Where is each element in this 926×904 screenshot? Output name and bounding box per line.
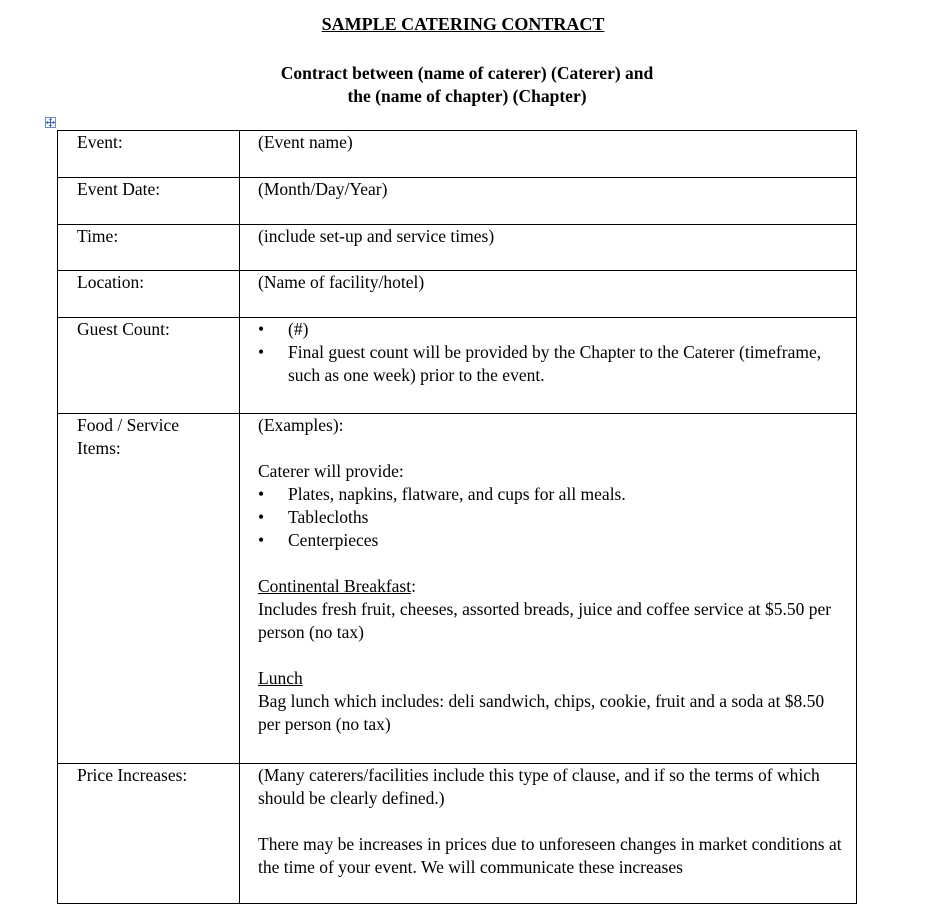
price-increases-value[interactable] xyxy=(240,764,857,904)
food-service-value[interactable] xyxy=(240,414,857,764)
examples-text: (Examples): xyxy=(258,415,344,435)
lunch-heading-text: Lunch xyxy=(258,668,303,688)
list-item: • Plates, napkins, flatware, and cups for all meals. xyxy=(258,483,844,506)
location-label: Location: xyxy=(58,271,240,318)
table-row-event xyxy=(58,131,857,178)
time-label: Time: xyxy=(58,225,240,271)
food-service-label: Food / Service Items: xyxy=(58,414,240,764)
table-row-food-service xyxy=(58,414,857,764)
event-date-label: Event Date: xyxy=(58,178,240,225)
table-row-event-date xyxy=(58,178,857,225)
breakfast-heading-colon: : xyxy=(411,576,416,596)
breakfast-heading xyxy=(258,575,844,598)
table-row-price-increases xyxy=(58,764,857,904)
guest-count-label: Guest Count: xyxy=(58,318,240,414)
subtitle-line-1: Contract between (name of caterer) (Caterer) and xyxy=(280,63,654,83)
table-move-handle-icon[interactable] xyxy=(45,117,56,128)
price-increases-label: Price Increases: xyxy=(58,764,240,904)
event-label: Event: xyxy=(58,131,240,178)
guest-count-list xyxy=(258,318,844,387)
time-value[interactable]: (include set-up and service times) xyxy=(240,225,857,271)
list-item: • (#) xyxy=(258,318,844,341)
price-increases-text: There may be increases in prices due to unforeseen changes in market conditions at the time of your event. We will communicate these increases xyxy=(258,834,842,877)
document-title xyxy=(0,14,926,35)
event-value[interactable]: (Event name) xyxy=(240,131,857,178)
price-increases-note: (Many caterers/facilities include this type of clause, and if so the terms of which should be clearly defined.) xyxy=(258,765,820,808)
list-item: • Centerpieces xyxy=(258,529,844,552)
table-row-location xyxy=(58,271,857,318)
table-row-time xyxy=(58,225,857,271)
caterer-provides-text: Caterer will provide: xyxy=(258,461,404,481)
list-item: • Final guest count will be provided by the Chapter to the Caterer (timeframe, such as one week) prior to the event. xyxy=(258,341,844,387)
lunch-heading xyxy=(258,667,844,690)
document-title-text: SAMPLE CATERING CONTRACT xyxy=(321,14,605,34)
table-row-guest-count xyxy=(58,318,857,414)
lunch-text: Bag lunch which includes: deli sandwich, chips, cookie, fruit and a soda at $8.50 per person (no tax) xyxy=(258,691,825,734)
contract-table xyxy=(57,130,857,904)
location-value[interactable]: (Name of facility/hotel) xyxy=(240,271,857,318)
event-date-value[interactable]: (Month/Day/Year) xyxy=(240,178,857,225)
caterer-provides-list xyxy=(258,483,844,552)
breakfast-heading-text: Continental Breakfast xyxy=(258,576,412,596)
guest-count-value[interactable] xyxy=(240,318,857,414)
list-item: • Tablecloths xyxy=(258,506,844,529)
breakfast-text: Includes fresh fruit, cheeses, assorted breads, juice and coffee service at $5.50 per person (no tax) xyxy=(258,599,832,642)
document-subtitle xyxy=(0,62,926,108)
subtitle-line-2: the (name of chapter) (Chapter) xyxy=(347,86,587,106)
